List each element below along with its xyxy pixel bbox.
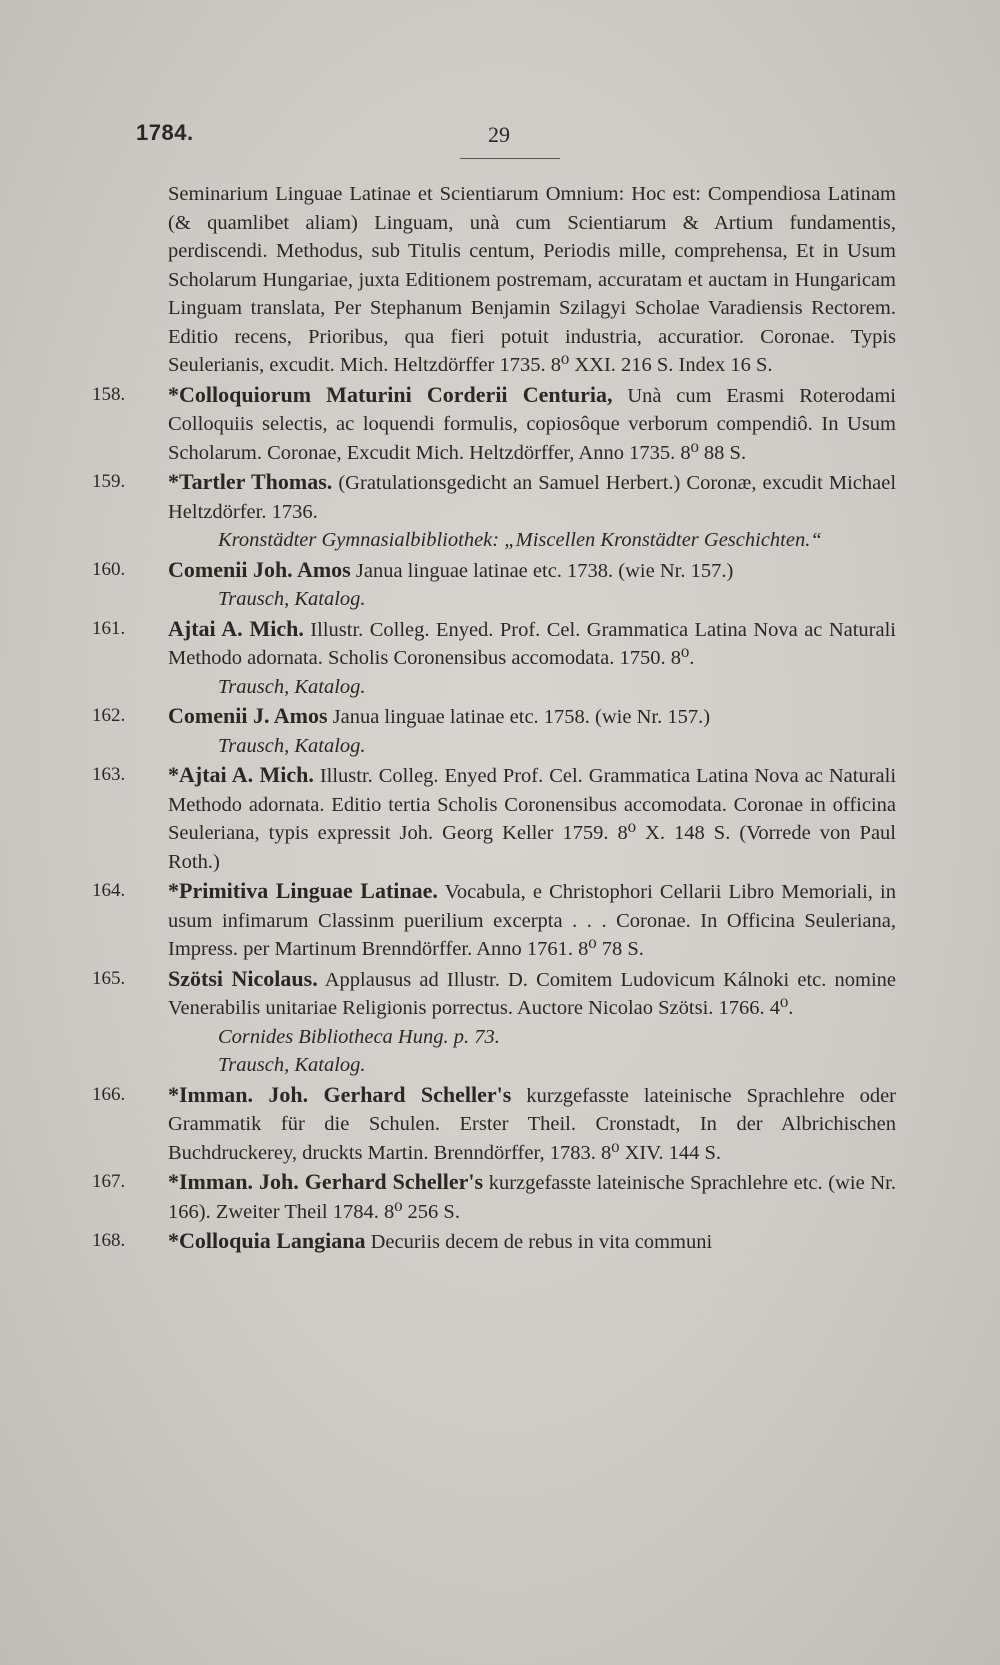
entry-text: kurzgefasste lateinische Sprachlehre oder Grammatik für die Schulen. Erster Theil. Cronstadt, In der Albrichischen Buchdruckerey, druckts Martin. Brenndörffer, 1783. 8⁰ XIV. 144 S. — [168, 1084, 896, 1164]
entry-heading: *Primitiva Linguae Latinae. — [168, 878, 438, 903]
bibliography-list — [0, 180, 1000, 1258]
entry-text: Janua linguae latinae etc. 1738. (wie Nr. 157.) — [355, 559, 734, 582]
entry-number: 162. — [92, 705, 126, 726]
entry-heading: *Ajtai A. Mich. — [168, 762, 314, 787]
entry-text: Unà cum Erasmi Roterodami Colloquiis selectis, ac loquendi formulis, copiosôque verborum compendiô. In Usum Scholarum. Coronae, Excudit Mich. Heltzdörffer, Anno 1735. 8⁰ 88 S. — [168, 384, 896, 464]
entry-161 — [0, 615, 1000, 702]
entry-heading: *Colloquia Langiana — [168, 1228, 366, 1253]
entry-heading: *Colloquiorum Maturini Corderii Centuria, — [168, 381, 613, 407]
entry-158 — [0, 381, 1000, 468]
entry-text: Applausus ad Illustr. D. Comitem Ludovicum Kálnoki etc. nomine Venerabilis unitariae Religionis porrectus. Auctore Nicolao Szötsi. 1766. 4⁰. — [168, 968, 896, 1019]
entry-167 — [0, 1168, 1000, 1226]
entry-number: 158. — [92, 383, 126, 405]
entry-reference: Trausch, Katalog. — [218, 675, 366, 698]
entry-164 — [0, 877, 1000, 964]
entry-number: 167. — [92, 1171, 126, 1192]
entry-reference: Cornides Bibliotheca Hung. p. 73. — [218, 1025, 500, 1048]
entry-text: Janua linguae latinae etc. 1758. (wie Nr. 157.) — [332, 706, 711, 728]
entry-168 — [0, 1227, 1000, 1257]
entry-160 — [0, 556, 1000, 614]
entry-number: 165. — [92, 967, 126, 989]
entry-number: 159. — [92, 471, 126, 492]
entry-166 — [0, 1081, 1000, 1168]
entry-heading: Ajtai A. Mich. — [168, 615, 304, 641]
entry-number: 164. — [92, 880, 126, 901]
entry-continuation — [0, 180, 1000, 380]
entry-reference: Trausch, Katalog. — [218, 588, 366, 610]
entry-reference: Trausch, Katalog. — [218, 734, 366, 757]
entry-heading: Comenii Joh. Amos — [168, 556, 351, 582]
entry-162 — [0, 702, 1000, 760]
header-rule — [460, 158, 560, 159]
entry-159 — [0, 468, 1000, 555]
entry-heading: *Imman. Joh. Gerhard Scheller's — [168, 1169, 484, 1194]
page-number: 29 — [488, 122, 510, 147]
entry-163 — [0, 761, 1000, 876]
entry-number: 163. — [92, 764, 126, 785]
page-header — [0, 120, 1000, 160]
page-year: 1784. — [136, 120, 194, 145]
entry-heading: *Imman. Joh. Gerhard Scheller's — [168, 1081, 512, 1107]
entry-text: Decuriis decem de rebus in vita communi — [370, 1231, 713, 1253]
entry-reference: Kronstädter Gymnasialbibliothek: „Miscellen Kronstädter Geschichten.“ — [218, 529, 822, 551]
entry-heading: *Tartler Thomas. — [168, 469, 333, 494]
entry-text: Vocabula, e Christophori Cellarii Libro Memoriali, in usum infimarum Classinm puerilium excerpta . . . Coronae. In Officina Seuleriana, Impress. per Martinum Brenndörffer. Anno 1761. 8⁰ 78 S. — [168, 881, 897, 960]
entry-number: 161. — [92, 617, 126, 639]
entry-number: 166. — [92, 1083, 126, 1105]
entry-heading: Szötsi Nicolaus. — [168, 965, 318, 991]
entry-text: Illustr. Colleg. Enyed. Prof. Cel. Grammatica Latina Nova ac Naturali Methodo adornata. Scholis Coronensibus accomodata. 1750. 8⁰. — [168, 618, 896, 669]
entry-body: Seminarium Linguae Latinae et Scientiarum Omnium: Hoc est: Compendiosa Latinam (& quamlibet aliam) Linguam, unà cum Scientiarum & Artium fundamentis, perdiscendi. Methodus, sub Titulis centum, Periodis mille, comprehensa, Et in Usum Scholarum Hungariae, juxta Editionem postremam, accuratam et auctam in Hungaricam Linguam translata, Per Stephanum Benjamin Szilagyi Scholae Varadiensis Rectorem. Editio recens, Prioribus, qua fieri potuit industria, accuratior. Coronae. Typis Seulerianis, excudit. Mich. Heltzdörffer 1735. 8⁰ XXI. 216 S. Index 16 S. — [168, 183, 896, 376]
entry-number: 168. — [92, 1230, 126, 1251]
entry-165 — [0, 965, 1000, 1080]
entry-text: kurzgefasste lateinische Sprachlehre etc. (wie Nr. 166). Zweiter Theil 1784. 8⁰ 256 S. — [168, 1172, 896, 1223]
entry-reference: Trausch, Katalog. — [218, 1054, 366, 1076]
entry-text: Illustr. Colleg. Enyed Prof. Cel. Grammatica Latina Nova ac Naturali Methodo adornata. Editio tertia Scholis Coronensibus accomodata. Coronae in officina Seuleriana, typis expressit Joh. Georg Keller 1759. 8⁰ X. 148 S. (Vorrede von Paul Roth.) — [168, 765, 897, 873]
entry-number: 160. — [92, 558, 126, 580]
entry-heading: Comenii J. Amos — [168, 703, 328, 728]
entry-text: (Gratulationsgedicht an Samuel Herbert.) Coronæ, excudit Michael Heltzdörfer. 1736. — [168, 472, 897, 523]
